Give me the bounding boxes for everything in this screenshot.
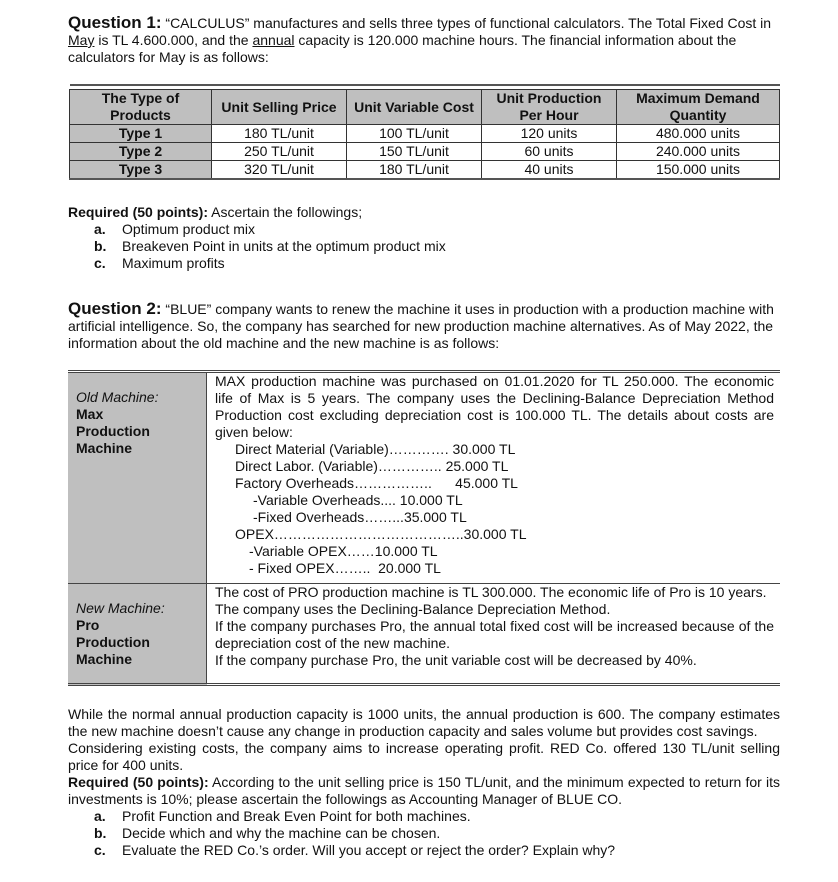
q2-requirements-list: [68, 808, 780, 859]
new-machine-details: The cost of PRO production machine is TL 300.000. The economic life of Pro is 10 years. The company uses the Declining-Balance Depreciation Method. If the company purchases Pro, the annual total fixed cost will be increased because of the depreciation cost of the new machine. If the company purchase Pro, the unit variable cost will be decreased by 40%.: [207, 584, 781, 685]
old-machine-label: Old Machine: Max Production Machine: [68, 372, 207, 584]
document-page: [68, 14, 780, 859]
q1-heading: Question 1:: [68, 13, 162, 32]
q2-scenario: While the normal annual production capacity is 1000 units, the annual production is 600. The company estimates the new machine doesn’t cause any change in production capacity and sales volume but provides cost savings. Considering existing costs, the company aims to increase operating profit. RED Co. offered 130 TL/unit selling price for 400 units. Required (50 points): According to the unit selling price is 150 TL/unit, and the minimum expected to return for its investments is 10%; please ascertain the followings as Accounting Manager of BLUE CO.: [68, 706, 780, 807]
col-header-variable-cost: Unit Variable Cost: [347, 90, 482, 125]
col-header-type: The Type of Products: [70, 90, 212, 125]
list-item: c. Maximum profits: [94, 255, 225, 271]
col-header-production-per-hour: Unit Production Per Hour: [482, 90, 617, 125]
calculator-info-table: [69, 84, 780, 180]
new-machine-row: [68, 584, 780, 685]
list-item: b. Decide which and why the machine can be chosen.: [94, 825, 441, 841]
q2-required: Required (50 points): According to the unit selling price is 150 TL/unit, and the minimum expected to return for its investments is 10%; please ascertain the followings as Accounting Manager of BLUE CO.: [68, 774, 780, 807]
list-item: c. Evaluate the RED Co.’s order. Will you accept or reject the order? Explain why?: [94, 842, 616, 858]
col-header-selling-price: Unit Selling Price: [212, 90, 347, 125]
table-row: Type 1 180 TL/unit 100 TL/unit 120 units 480.000 units: [70, 125, 780, 143]
q2-intro: Question 2: “BLUE” company wants to renew the machine it uses in production with a production machine with artificial intelligence. So, the company has searched for new production machine alternatives. As of May 2022, the information about the old machine and the new machine is as follows:: [68, 299, 774, 351]
list-item: b. Breakeven Point in units at the optimum product mix: [94, 238, 446, 254]
col-header-max-demand: Maximum Demand Quantity: [617, 90, 780, 125]
old-machine-row: [68, 372, 780, 584]
table-row: Type 3 320 TL/unit 180 TL/unit 40 units 150.000 units: [70, 161, 780, 180]
q1-requirements-list: [68, 221, 780, 272]
list-item: a. Optimum product mix: [94, 221, 256, 237]
table-row: Type 2 250 TL/unit 150 TL/unit 60 units 240.000 units: [70, 143, 780, 161]
machine-comparison-table: [68, 370, 780, 686]
list-item: a. Profit Function and Break Even Point for both machines.: [94, 808, 471, 824]
q1-intro: Question 1: “CALCULUS” manufactures and sells three types of functional calculators. The Total Fixed Cost in May is TL 4.600.000, and the annual capacity is 120.000 machine hours. The financial information about the calculators for May is as follows:: [68, 13, 772, 65]
new-machine-label: New Machine: Pro Production Machine: [68, 584, 207, 685]
old-machine-details: MAX production machine was purchased on 01.01.2020 for TL 250.000. The economic life of Max is 5 years. The company uses the Declining-Balance Depreciation Method Production cost excluding depreciation cost is 100.000 TL. The details about costs are given below: Direct Material (Variable)…………. 30.000 TL Direct Labor. (Variable)………….. 25.000 TL Factory Overheads…………….. 45.000 TL -Variable Overheads.... 10.000 TL -Fixed Overheads……...35.000 TL OPEX…………………………………..30.000 TL -Variable OPEX……10.000 TL - Fixed OPEX…….. 20.000 TL: [207, 372, 781, 584]
q2-heading: Question 2:: [68, 299, 162, 318]
q1-required: Required (50 points): Ascertain the followings;: [68, 204, 363, 220]
